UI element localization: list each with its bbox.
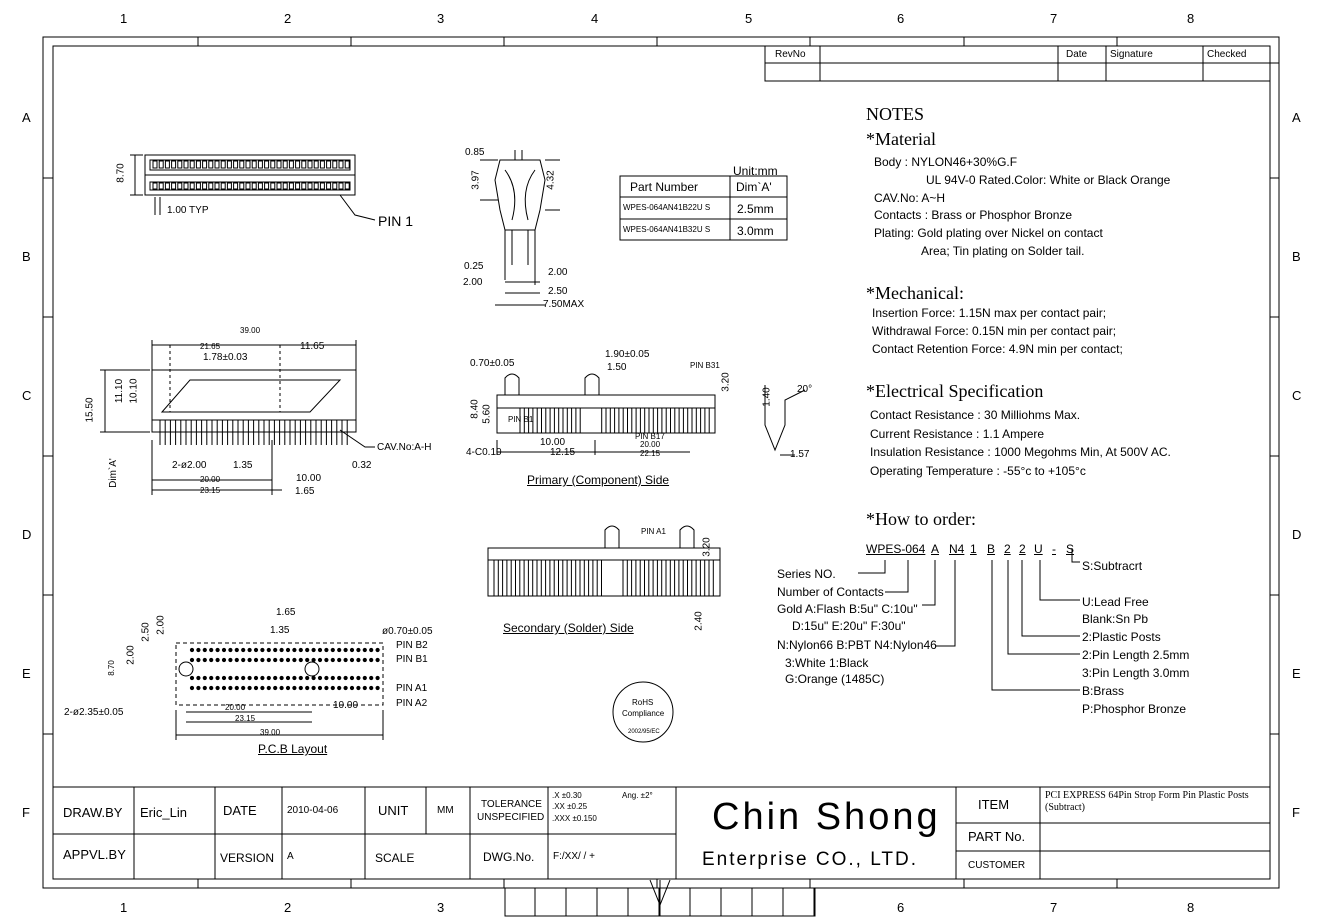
table-cell-dim: 2.5mm bbox=[737, 202, 774, 216]
order-code-part: - bbox=[1052, 542, 1056, 556]
pin-label: PIN A2 bbox=[396, 698, 428, 709]
pin-label: PIN 1 bbox=[378, 213, 414, 229]
dim-label: 2-ø2.00 bbox=[172, 460, 207, 471]
dim-label: 3.20 bbox=[701, 537, 713, 557]
zone-col-b3: 3 bbox=[437, 900, 445, 915]
order-code-part: A bbox=[931, 542, 940, 556]
zone-col-8: 8 bbox=[1187, 11, 1195, 26]
order-left-label: N:Nylon66 B:PBT N4:Nylon46 bbox=[777, 638, 937, 652]
cav-label: CAV.No:A-H bbox=[377, 442, 432, 453]
unspecified-label: UNSPECIFIED bbox=[477, 812, 545, 823]
dim-label: 23.15 bbox=[200, 486, 221, 495]
zone-row-f-left: F bbox=[22, 805, 30, 820]
zone-col-b7: 7 bbox=[1050, 900, 1058, 915]
dim-label: 8.70 bbox=[115, 163, 127, 183]
item-value: PCI EXPRESS 64Pin Strop Form Pin Plastic Posts (Subtract) bbox=[1045, 790, 1249, 813]
table-cell-part: WPES-064AN41B22U S bbox=[623, 203, 711, 212]
order-heading: *How to order: bbox=[866, 509, 976, 529]
primary-caption: Primary (Component) Side bbox=[527, 473, 670, 487]
pcb-caption: P.C.B Layout bbox=[258, 742, 328, 756]
draw-by-value: Eric_Lin bbox=[140, 805, 187, 820]
dim-label: 0.70±0.05 bbox=[470, 358, 515, 369]
dim-label: 22.15 bbox=[640, 449, 661, 458]
dim-label: 0.25 bbox=[464, 261, 484, 272]
version-value: A bbox=[287, 851, 294, 862]
order-right-label: P:Phosphor Bronze bbox=[1082, 702, 1187, 716]
mechanical-line: Contact Retention Force: 4.9N min per contact; bbox=[872, 342, 1123, 356]
dim-label: 1.50 bbox=[607, 362, 627, 373]
appvl-label: APPVL.BY bbox=[63, 847, 126, 862]
dim-label: 0.32 bbox=[352, 460, 372, 471]
dim-label: 8.40 bbox=[469, 399, 481, 419]
electrical-line: Insulation Resistance : 1000 Megohms Min, At 500V AC. bbox=[870, 445, 1171, 459]
tol-ang: Ang. ±2° bbox=[622, 791, 653, 800]
material-line: Contacts : Brass or Phosphor Bronze bbox=[874, 208, 1073, 222]
dim-label: 39.00 bbox=[260, 728, 281, 737]
dim-label: 20.00 bbox=[225, 703, 246, 712]
dim-label: 4-C0.10 bbox=[466, 447, 502, 458]
dim-label: 20.00 bbox=[640, 440, 661, 449]
dim-label: 7.50MAX bbox=[543, 299, 585, 310]
material-line: Body : NYLON46+30%G.F bbox=[874, 155, 1018, 169]
material-line: Area; Tin plating on Solder tail. bbox=[921, 244, 1085, 258]
notes-title: NOTES bbox=[866, 104, 924, 124]
dim-label: 1.57 bbox=[790, 449, 810, 460]
scale-label: SCALE bbox=[375, 851, 415, 865]
dim-label: 3.97 bbox=[470, 170, 482, 190]
order-code-part: N4 bbox=[949, 542, 965, 556]
zone-col-4: 4 bbox=[591, 11, 599, 26]
electrical-line: Current Resistance : 1.1 Ampere bbox=[870, 427, 1045, 441]
zone-col-5: 5 bbox=[745, 11, 753, 26]
dim-label: 3.20 bbox=[720, 372, 732, 392]
dim-label: 1.65 bbox=[276, 607, 296, 618]
electrical-heading: *Electrical Specification bbox=[866, 381, 1044, 401]
order-right-label: B:Brass bbox=[1082, 684, 1125, 698]
tolerance-label: TOLERANCE bbox=[481, 799, 542, 810]
dim-label: 2.00 bbox=[548, 267, 568, 278]
dim-label: ø0.70±0.05 bbox=[382, 626, 433, 637]
table-header-dim: Dim`A' bbox=[736, 180, 772, 194]
zone-row-a-left: A bbox=[22, 110, 31, 125]
order-right-label: 3:Pin Length 3.0mm bbox=[1082, 666, 1190, 680]
order-left-label: D:15u" E:20u" F:30u" bbox=[792, 619, 906, 633]
order-code-part: 1 bbox=[970, 542, 977, 556]
pin-label: PIN B31 bbox=[690, 361, 720, 370]
unit-value: MM bbox=[437, 805, 454, 816]
dim-label: 2.00 bbox=[125, 645, 137, 665]
zone-col-b1: 1 bbox=[120, 900, 128, 915]
dim-label: 4.32 bbox=[545, 170, 557, 190]
dim-label: Dim`A' bbox=[107, 458, 119, 488]
zone-col-7: 7 bbox=[1050, 11, 1058, 26]
company-name: Chin Shong bbox=[712, 796, 941, 838]
date-label: DATE bbox=[223, 803, 257, 818]
rohs-line1: RoHS bbox=[632, 698, 654, 707]
order-right-label: Blank:Sn Pb bbox=[1082, 612, 1149, 626]
order-left-label: Series NO. bbox=[777, 567, 836, 581]
zone-col-b2: 2 bbox=[284, 900, 292, 915]
secondary-caption: Secondary (Solder) Side bbox=[503, 621, 634, 635]
dim-label: 1.35 bbox=[270, 625, 290, 636]
dim-label: 1.65 bbox=[295, 486, 315, 497]
order-code-part: 2 bbox=[1019, 542, 1026, 556]
order-left-label: G:Orange (1485C) bbox=[785, 672, 885, 686]
dim-label: 10.00 bbox=[540, 437, 566, 448]
order-right-label: S:Subtracrt bbox=[1082, 559, 1143, 573]
dim-label: 20° bbox=[797, 384, 813, 395]
tol-xxx: .XXX ±0.150 bbox=[552, 814, 597, 823]
rev-checked-header: Checked bbox=[1207, 49, 1247, 60]
dim-label: 39.00 bbox=[240, 326, 261, 335]
dim-label: 15.50 bbox=[84, 397, 96, 423]
order-left-label: 3:White 1:Black bbox=[785, 656, 869, 670]
draw-by-label: DRAW.BY bbox=[63, 805, 123, 820]
dim-label: 1.00 TYP bbox=[167, 205, 209, 216]
rev-date-header: Date bbox=[1066, 49, 1088, 60]
rohs-line2: Compliance bbox=[622, 709, 665, 718]
material-line: UL 94V-0 Rated.Color: White or Black Orange bbox=[926, 173, 1171, 187]
order-code-part: S bbox=[1066, 542, 1075, 556]
unit-label-tb: UNIT bbox=[378, 803, 409, 818]
zone-row-e-right: E bbox=[1292, 666, 1301, 681]
zone-col-3: 3 bbox=[437, 11, 445, 26]
dim-label: 11.65 bbox=[300, 341, 325, 352]
pin-label: PIN A1 bbox=[641, 527, 666, 536]
tol-x: .X ±0.30 bbox=[552, 791, 582, 800]
order-right-label: U:Lead Free bbox=[1082, 595, 1149, 609]
material-line: CAV.No: A~H bbox=[874, 191, 946, 205]
dim-label: 1.78±0.03 bbox=[203, 352, 248, 363]
dim-label: 5.60 bbox=[481, 404, 493, 424]
material-line: Plating: Gold plating over Nickel on contact bbox=[874, 226, 1103, 240]
dwg-value: F:/XX/ / + bbox=[553, 851, 595, 862]
zone-col-b8: 8 bbox=[1187, 900, 1195, 915]
dim-label: 2-ø2.35±0.05 bbox=[64, 707, 124, 718]
order-code-part: 2 bbox=[1004, 542, 1011, 556]
electrical-line: Contact Resistance : 30 Milliohms Max. bbox=[870, 408, 1081, 422]
order-right-label: 2:Plastic Posts bbox=[1082, 630, 1161, 644]
order-left-label: Number of Contacts bbox=[777, 585, 884, 599]
table-cell-part: WPES-064AN41B32U S bbox=[623, 225, 711, 234]
version-label: VERSION bbox=[220, 851, 275, 865]
zone-row-b-left: B bbox=[22, 249, 31, 264]
tol-xx: .XX ±0.25 bbox=[552, 802, 588, 811]
order-left-label: Gold A:Flash B:5u" C:10u" bbox=[777, 602, 918, 616]
material-heading: *Material bbox=[866, 129, 936, 149]
dim-label: 12.15 bbox=[550, 447, 576, 458]
dim-label: 2.00 bbox=[463, 277, 483, 288]
mechanical-heading: *Mechanical: bbox=[866, 283, 964, 303]
zone-row-f-right: F bbox=[1292, 805, 1300, 820]
dim-label: 11.10 bbox=[114, 378, 126, 404]
order-code-series: WPES-064 bbox=[866, 542, 926, 556]
pin-label: PIN B17 bbox=[635, 432, 665, 441]
item-label: ITEM bbox=[978, 797, 1010, 812]
pin-label: PIN B1 bbox=[396, 654, 428, 665]
dim-label: 2.00 bbox=[155, 615, 167, 635]
zone-row-b-right: B bbox=[1292, 249, 1301, 264]
date-value: 2010-04-06 bbox=[287, 805, 339, 816]
company-subname: Enterprise CO., LTD. bbox=[702, 849, 918, 870]
dim-label: 21.65 bbox=[200, 342, 221, 351]
zone-col-1: 1 bbox=[120, 11, 128, 26]
customer-label: CUSTOMER bbox=[968, 860, 1026, 871]
order-right-label: 2:Pin Length 2.5mm bbox=[1082, 648, 1190, 662]
zone-row-a-right: A bbox=[1292, 110, 1301, 125]
rev-signature-header: Signature bbox=[1110, 49, 1153, 60]
pin-label: PIN A1 bbox=[396, 683, 428, 694]
mechanical-line: Insertion Force: 1.15N max per contact pair; bbox=[872, 306, 1107, 320]
order-code-part: B bbox=[987, 542, 996, 556]
zone-col-6: 6 bbox=[897, 11, 905, 26]
rohs-line3: 2002/95/EC bbox=[628, 729, 660, 735]
dim-label: 23.15 bbox=[235, 714, 256, 723]
zone-col-b6: 6 bbox=[897, 900, 905, 915]
dim-label: 0.85 bbox=[465, 147, 485, 158]
table-header-part: Part Number bbox=[630, 180, 699, 194]
pin-label: PIN B2 bbox=[396, 640, 428, 651]
zone-col-2: 2 bbox=[284, 11, 292, 26]
zone-row-c-left: C bbox=[22, 388, 32, 403]
rev-no-header: RevNo bbox=[775, 49, 806, 60]
dim-label: 1.40 bbox=[761, 387, 773, 407]
pin-label: PIN B1 bbox=[508, 415, 534, 424]
part-no-label: PART No. bbox=[968, 829, 1026, 844]
order-code-part: U bbox=[1034, 542, 1043, 556]
table-cell-dim: 3.0mm bbox=[737, 224, 774, 238]
dim-label: 2.50 bbox=[140, 622, 152, 642]
dwg-label: DWG.No. bbox=[483, 850, 535, 864]
dim-label: 2.40 bbox=[693, 611, 705, 631]
dim-label: 10.00 bbox=[333, 700, 359, 711]
zone-row-d-right: D bbox=[1292, 527, 1302, 542]
zone-row-c-right: C bbox=[1292, 388, 1302, 403]
dim-label: 20.00 bbox=[200, 475, 221, 484]
dim-label: 1.35 bbox=[233, 460, 253, 471]
zone-row-d-left: D bbox=[22, 527, 32, 542]
dim-label: 10.00 bbox=[296, 473, 322, 484]
electrical-line: Operating Temperature : -55°c to +105°c bbox=[870, 464, 1086, 478]
unit-label: Unit:mm bbox=[733, 164, 778, 178]
dim-label: 1.90±0.05 bbox=[605, 349, 650, 360]
dim-label: 8.70 bbox=[106, 660, 116, 676]
dim-label: 2.50 bbox=[548, 286, 568, 297]
dim-label: 10.10 bbox=[128, 378, 140, 404]
zone-row-e-left: E bbox=[22, 666, 31, 681]
mechanical-line: Withdrawal Force: 0.15N min per contact pair; bbox=[872, 324, 1117, 338]
